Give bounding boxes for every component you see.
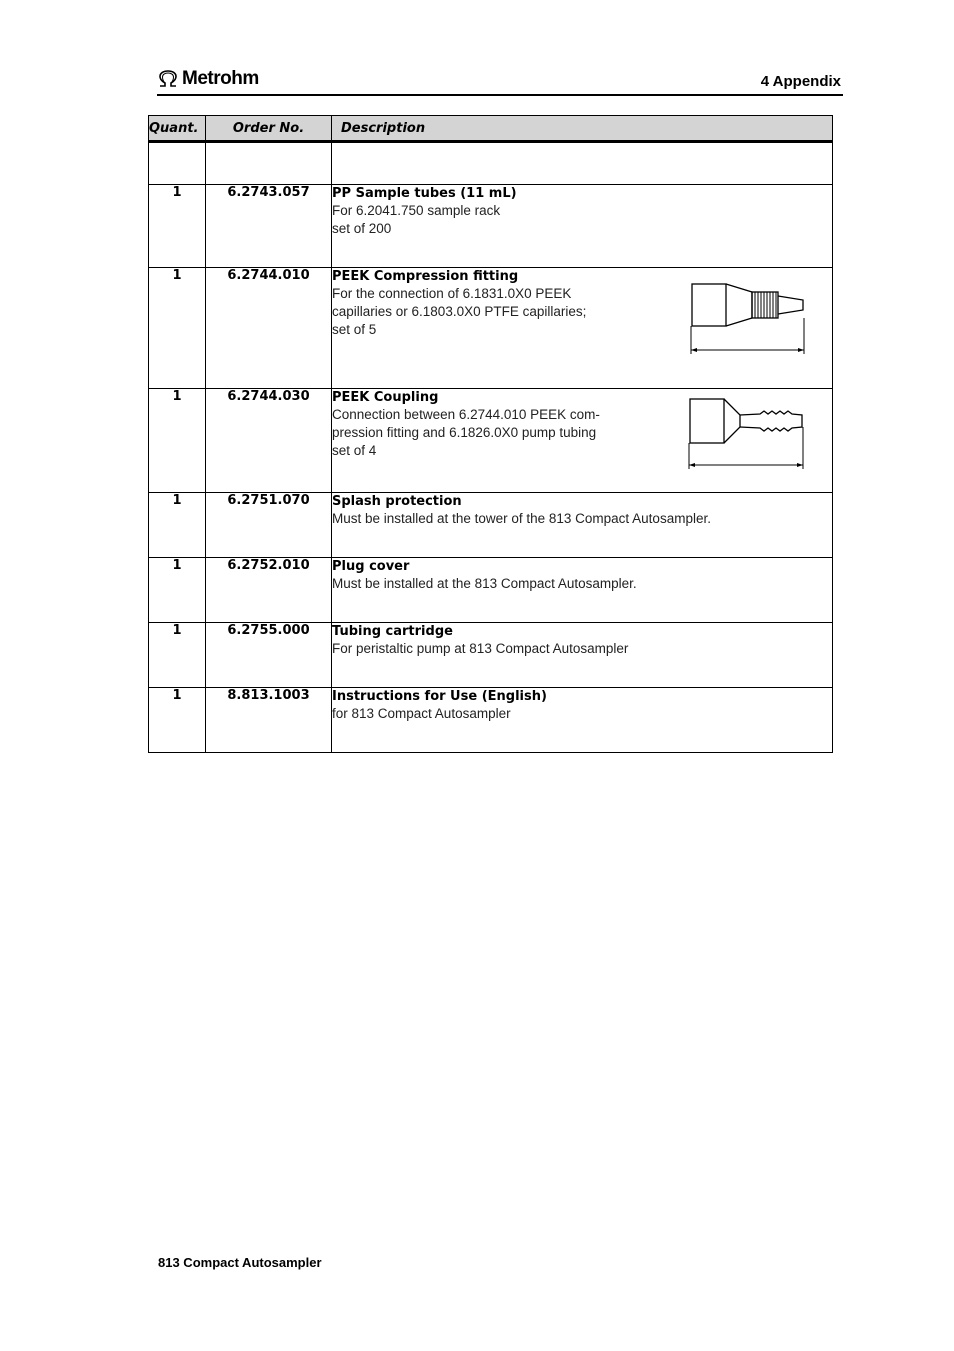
parts-table	[148, 115, 833, 753]
table-row	[149, 389, 833, 493]
item-title: Instructions for Use (English)	[332, 689, 547, 704]
description-cell	[332, 493, 833, 558]
order-no-cell: 6.2744.030	[206, 389, 332, 493]
order-no-cell: 6.2755.000	[206, 623, 332, 688]
table-row	[149, 688, 833, 753]
table-row	[149, 493, 833, 558]
item-description-line: Connection between 6.2744.010 PEEK com-	[332, 407, 600, 422]
item-description-line: for 813 Compact Autosampler	[332, 706, 511, 721]
quant-cell: 1	[149, 389, 206, 493]
table-header-row	[149, 116, 833, 142]
description-cell	[332, 558, 833, 623]
page-header	[157, 66, 843, 96]
item-description-line: capillaries or 6.1803.0X0 PTFE capillaries;	[332, 304, 587, 319]
quant-cell: 1	[149, 185, 206, 268]
compression-fitting-drawing	[690, 280, 808, 360]
order-no-cell: 6.2752.010	[206, 558, 332, 623]
quant-cell: 1	[149, 623, 206, 688]
order-no-cell: 6.2751.070	[206, 493, 332, 558]
description-cell	[332, 688, 833, 753]
item-description-line: For peristaltic pump at 813 Compact Autosampler	[332, 641, 629, 656]
item-description-line: set of 5	[332, 322, 377, 337]
item-title: Tubing cartridge	[332, 624, 453, 639]
order-no-cell	[206, 142, 332, 185]
quant-cell: 1	[149, 558, 206, 623]
order-no-cell: 8.813.1003	[206, 688, 332, 753]
quant-cell	[149, 142, 206, 185]
column-header-order-no: Order No.	[206, 116, 332, 142]
page-footer: 813 Compact Autosampler	[158, 1255, 322, 1270]
omega-icon	[157, 70, 179, 88]
item-description-line: set of 4	[332, 443, 377, 458]
item-title: Plug cover	[332, 559, 410, 574]
item-title: PP Sample tubes (11 mL)	[332, 186, 517, 201]
item-description-line: For 6.2041.750 sample rack	[332, 203, 501, 218]
column-header-quant: Quant.	[149, 116, 206, 142]
description-cell	[332, 142, 833, 185]
description-cell	[332, 185, 833, 268]
brand-logo	[157, 68, 259, 90]
item-title: Splash protection	[332, 494, 462, 509]
description-cell	[332, 268, 833, 389]
table-row	[149, 623, 833, 688]
table-row	[149, 185, 833, 268]
item-description-line: Must be installed at the 813 Compact Autosampler.	[332, 576, 637, 591]
quant-cell: 1	[149, 688, 206, 753]
description-cell	[332, 389, 833, 493]
order-no-cell: 6.2744.010	[206, 268, 332, 389]
item-description-line: Must be installed at the tower of the 813 Compact Autosampler.	[332, 511, 711, 526]
section-title: 4 Appendix	[760, 73, 841, 90]
brand-name: Metrohm	[182, 68, 259, 89]
coupling-drawing	[688, 397, 808, 471]
quant-cell: 1	[149, 268, 206, 389]
quant-cell: 1	[149, 493, 206, 558]
item-description-line: set of 200	[332, 221, 392, 236]
order-no-cell: 6.2743.057	[206, 185, 332, 268]
table-row	[149, 268, 833, 389]
column-header-description: Description	[332, 116, 833, 142]
item-title: PEEK Coupling	[332, 390, 439, 405]
item-description-line: For the connection of 6.1831.0X0 PEEK	[332, 286, 572, 301]
table-row	[149, 558, 833, 623]
description-cell	[332, 623, 833, 688]
item-title: PEEK Compression fitting	[332, 269, 519, 284]
item-description-line: pression fitting and 6.1826.0X0 pump tubing	[332, 425, 597, 440]
table-row	[149, 142, 833, 185]
